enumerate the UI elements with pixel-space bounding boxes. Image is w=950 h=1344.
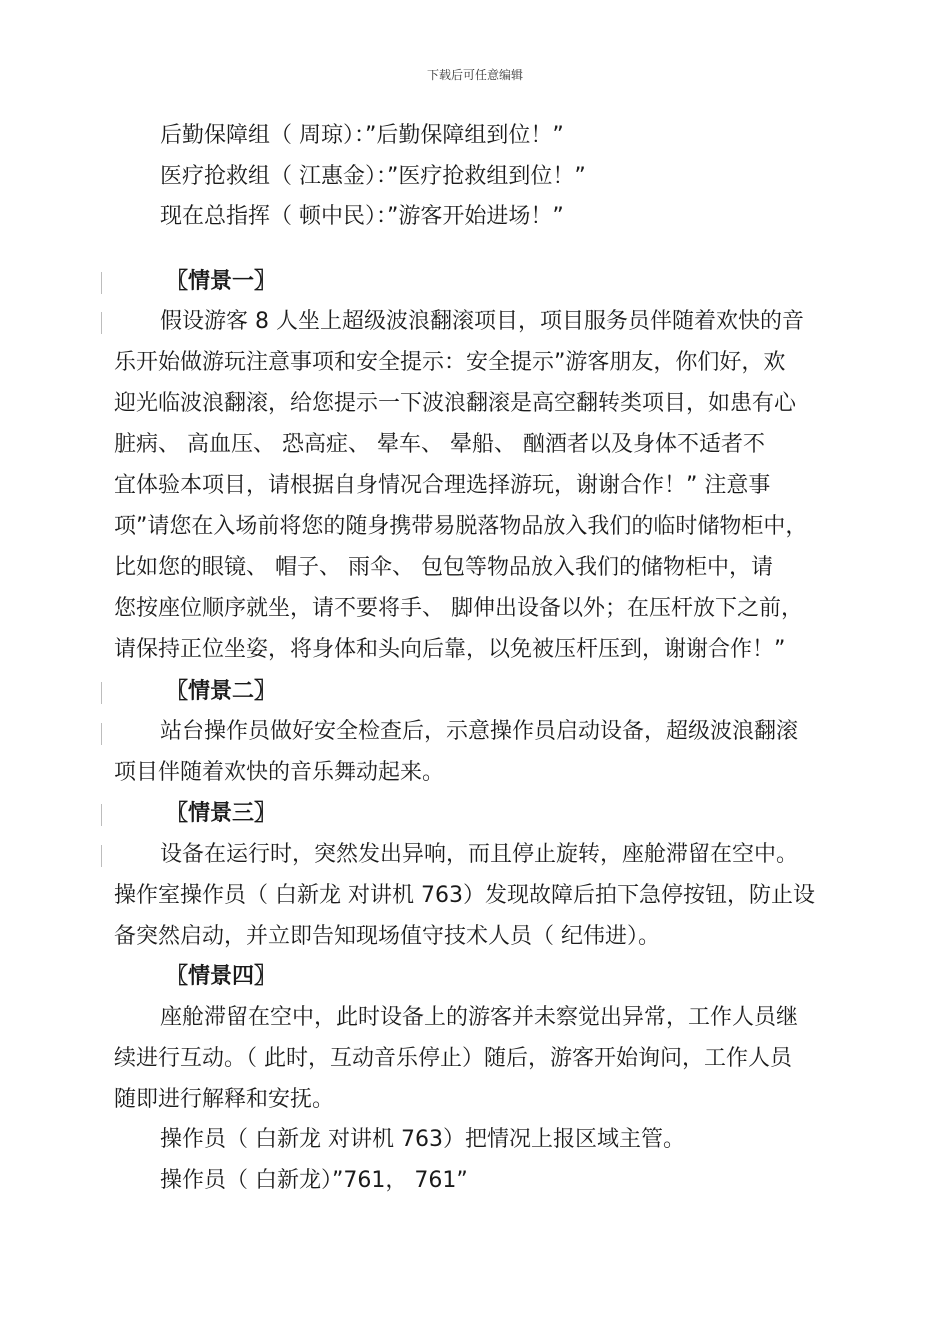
text-line: 续进行互动。（ 此时，互动音乐停止）随后，游客开始询问，工作人员 (114, 1046, 792, 1071)
margin-marker (101, 723, 102, 745)
text-line: 比如您的眼镜、 帽子、 雨伞、 包包等物品放入我们的储物柜中，请 (114, 555, 773, 580)
text-line: 操作室操作员（ 白新龙 对讲机 763）发现故障后拍下急停按钮，防止设 (114, 883, 815, 908)
section-heading: 〖情景一〗 (166, 269, 277, 294)
margin-marker (101, 312, 102, 334)
text-line: 您按座位顺序就坐，请不要将手、 脚伸出设备以外；在压杆放下之前， (114, 596, 803, 621)
text-line: 设备在运行时，突然发出异响，而且停止旋转，座舱滞留在空中。 (160, 842, 799, 867)
text-line: 乐开始做游玩注意事项和安全提示：安全提示”游客朋友，你们好，欢 (114, 350, 786, 375)
text-line: 医疗抢救组（ 江惠金）：”医疗抢救组到位！” (160, 164, 586, 189)
text-line: 站台操作员做好安全检查后，示意操作员启动设备，超级波浪翻滚 (160, 719, 799, 744)
page-header: 下载后可任意编辑 (426, 68, 523, 82)
margin-marker (101, 682, 102, 704)
text-line: 备突然启动，并立即告知现场值守技术人员（ 纪伟进）。 (114, 924, 660, 949)
text-line: 脏病、 高血压、 恐高症、 晕车、 晕船、 酗酒者以及身体不适者不 (114, 432, 765, 457)
text-line: 后勤保障组（ 周琼）：”后勤保障组到位！” (160, 123, 564, 148)
text-line: 宜体验本项目，请根据自身情况合理选择游玩，谢谢合作！” 注意事 (114, 473, 771, 498)
margin-marker (101, 804, 102, 826)
margin-marker (101, 845, 102, 867)
text-line: 假设游客 8 人坐上超级波浪翻滚项目，项目服务员伴随着欢快的音 (160, 309, 804, 334)
text-line: 操作员（ 白新龙）”761， 761” (160, 1168, 468, 1193)
text-line: 项目伴随着欢快的音乐舞动起来。 (114, 760, 445, 785)
text-line: 座舱滞留在空中，此时设备上的游客并未察觉出异常，工作人员继 (160, 1005, 799, 1030)
section-heading: 〖情景三〗 (166, 801, 277, 826)
text-line: 项”请您在入场前将您的随身携带易脱落物品放入我们的临时储物柜中， (114, 514, 808, 539)
text-line: 请保持正位坐姿，将身体和头向后靠，以免被压杆压到，谢谢合作！” (114, 637, 786, 662)
section-heading: 〖情景四〗 (166, 964, 277, 989)
section-heading: 〖情景二〗 (166, 679, 277, 704)
text-line: 现在总指挥（ 顿中民）：”游客开始进场！” (160, 204, 564, 229)
text-line: 随即进行解释和安抚。 (114, 1087, 335, 1112)
margin-marker (101, 272, 102, 294)
text-line: 迎光临波浪翻滚，给您提示一下波浪翻滚是高空翻转类项目，如患有心 (114, 391, 797, 416)
text-line: 操作员（ 白新龙 对讲机 763）把情况上报区域主管。 (160, 1127, 685, 1152)
